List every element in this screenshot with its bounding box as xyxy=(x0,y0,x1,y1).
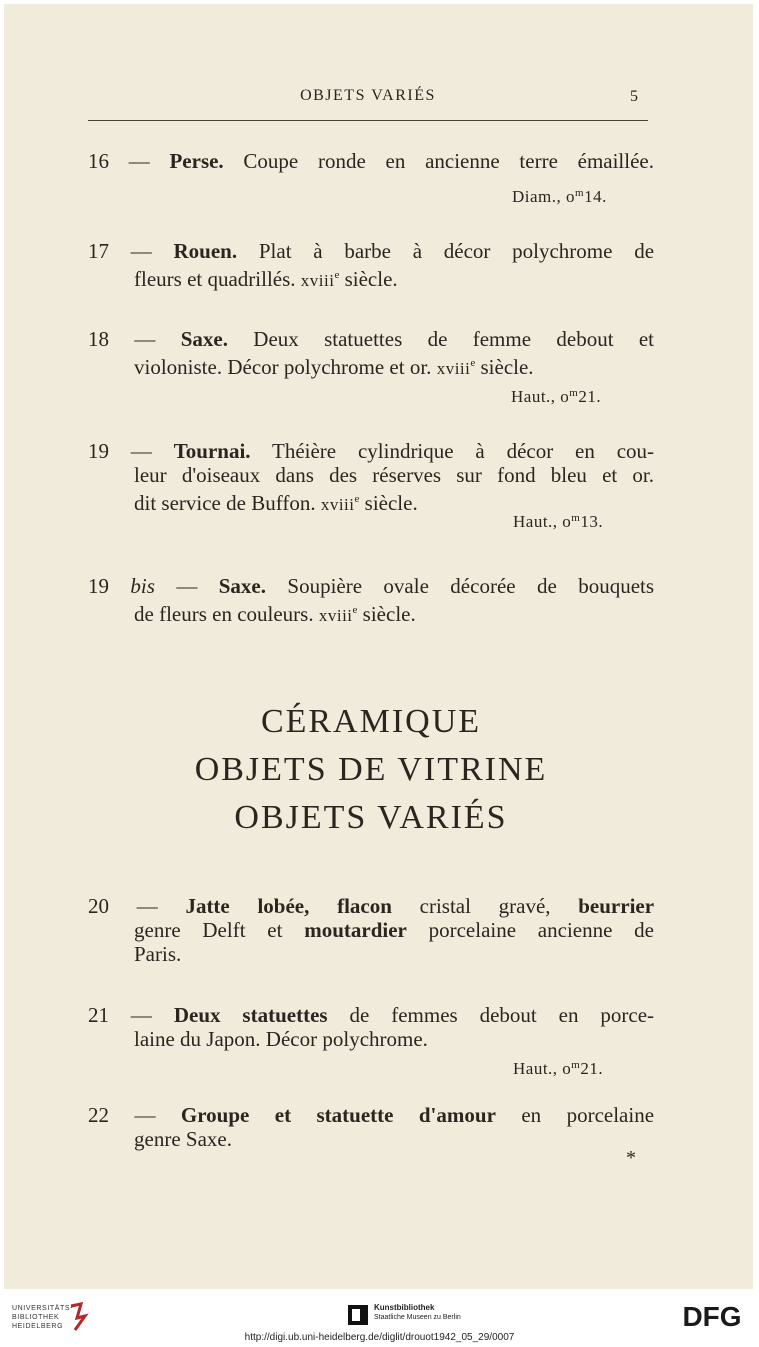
lot-dimension-19: Haut., $o^m13$. xyxy=(513,512,604,531)
lot-number: 19 xyxy=(88,574,109,598)
lot-description: Coupe ronde en ancienne terre émaillée. xyxy=(243,149,654,173)
lot-dimension-21: Haut., $o^m21$. xyxy=(513,1059,604,1078)
lot-number: 18 xyxy=(88,327,109,351)
lot-entry-19: 19 — Tournai. Théière cylindrique à décor en cou- leur d'oiseaux dans des réserves sur fond bleu et or. dit service de Buffon. xviii$^e$ siècle. xyxy=(88,439,655,515)
page-number: 5 xyxy=(630,88,638,105)
dfg-logo-text: DFG xyxy=(682,1301,742,1331)
lot-number: 20 xyxy=(88,894,109,918)
heading-line-varies: OBJETS VARIÉS xyxy=(234,799,508,836)
lot-number: 16 xyxy=(88,149,109,173)
dfg-logo-icon xyxy=(674,1301,750,1331)
section-heading xyxy=(88,698,654,842)
lot-entry-17: 17 — Rouen. Plat à barbe à décor polychrome de fleurs et quadrillés. xviii$^e$ siècle. xyxy=(88,239,655,291)
lot-entry-22: 22 — Groupe et statuette d'amour en porcelaine genre Saxe. xyxy=(88,1103,655,1151)
lot-title: Deux statuettes xyxy=(173,1003,328,1027)
lot-entry-20: 20 — Jatte lobée, flacon cristal gravé, beurrier genre Delft et moutardier porcelaine ancienne de Paris. xyxy=(88,894,655,966)
header-title: OBJETS VARIÉS xyxy=(300,87,436,104)
lot-number: 21 xyxy=(88,1003,109,1027)
heading-line-ceramique: CÉRAMIQUE xyxy=(260,703,482,740)
lot-entry-16: 16 — Perse. Coupe ronde en ancienne terre émaillée. xyxy=(88,149,654,173)
lot-entry-18: 18 — Saxe. Deux statuettes de femme debout et violoniste. Décor polychrome et or. xviii$^e$ siècle. xyxy=(88,327,655,379)
lot-number: 17 xyxy=(88,239,109,263)
running-header xyxy=(88,87,648,117)
lot-title: Perse. xyxy=(169,149,224,173)
heading-line-vitrine: OBJETS DE VITRINE xyxy=(194,751,548,788)
lot-title: Groupe et statuette d'amour xyxy=(180,1103,496,1127)
lot-dimension-18: Haut., $o^m21$. xyxy=(511,387,602,406)
asterisk-mark: * xyxy=(626,1147,636,1169)
footer-bar: UNIVERSITÄTS- BIBLIOTHEK HEIDELBERG Kunstbibliothek Staatliche Museen zu Berlin DFG http://digi.ub.uni-heidelberg.de/diglit/drouot1942_05_29/0007 xyxy=(0,1289,759,1347)
lot-entry-19bis: 19 bis — Saxe. Soupière ovale décorée de bouquets de fleurs en couleurs. xviii$^e$ siècle. xyxy=(88,574,655,626)
university-name: UNIVERSITÄTS- BIBLIOTHEK HEIDELBERG xyxy=(12,1305,74,1330)
catalog-page xyxy=(4,4,753,1289)
lot-number: 19 xyxy=(88,439,109,463)
lot-number: 22 xyxy=(88,1103,109,1127)
kunstbibliothek-logo-icon xyxy=(348,1305,368,1325)
lot-title: Rouen. xyxy=(173,239,238,263)
lot-title: Tournai. xyxy=(173,439,251,463)
university-logo-icon xyxy=(67,1302,91,1332)
source-url: http://digi.ub.uni-heidelberg.de/diglit/drouot1942_05_29/0007 xyxy=(244,1332,515,1343)
lot-title: Saxe. xyxy=(180,327,228,351)
lot-dimension-16: Diam., $o^m14$. xyxy=(512,187,607,206)
lot-title: Saxe. xyxy=(218,574,266,598)
header-rule xyxy=(88,120,648,121)
lot-entry-21: 21 — Deux statuettes de femmes debout en porce- laine du Japon. Décor polychrome. xyxy=(88,1003,655,1051)
